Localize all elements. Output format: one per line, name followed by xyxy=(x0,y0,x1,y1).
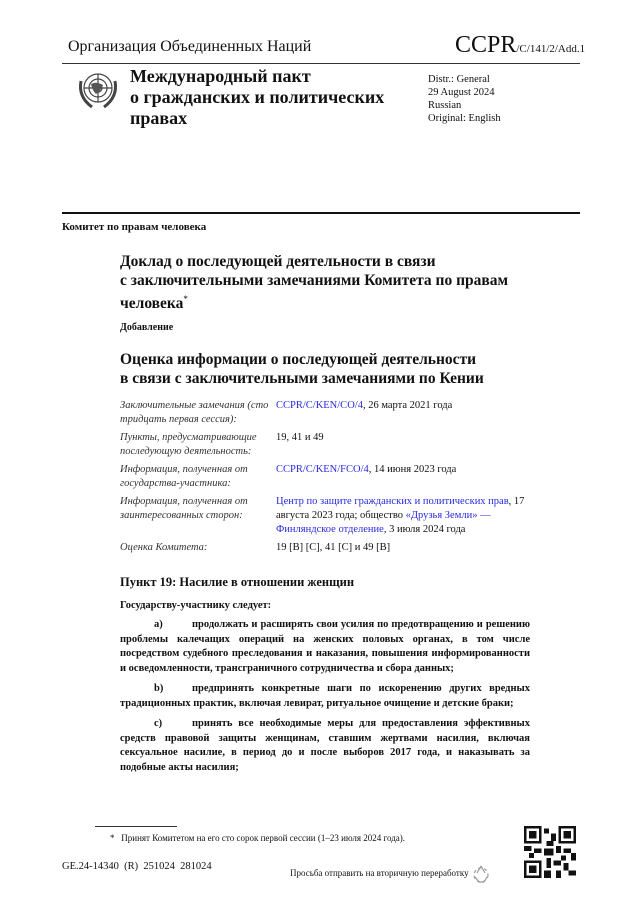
assessment-title-line: Оценка информации о последующей деятельности xyxy=(120,351,477,369)
info-text: , 3 июля 2024 года xyxy=(383,524,466,536)
stakeholder-link[interactable]: «Друзья Земли» — Финляндское отделение xyxy=(276,510,491,536)
info-text: , 26 марта 2021 года xyxy=(362,400,453,412)
recycle-note xyxy=(290,864,491,884)
document-body xyxy=(62,221,580,775)
document-symbol xyxy=(455,32,585,59)
original-language: Original: English xyxy=(428,113,501,124)
info-value: 19 [B] [C], 41 [C] и 49 [B] xyxy=(276,542,391,554)
title-rule xyxy=(62,212,580,214)
info-row-concluding-observations xyxy=(120,399,540,427)
footnote: * Принят Комитетом на его сто сорок первой сессии (1–23 июля 2024 года). xyxy=(110,833,406,843)
report-title-line: с заключительными замечаниями Комитета по правам xyxy=(120,272,509,289)
recycle-text: Просьба отправить на вторичную переработку xyxy=(290,868,469,879)
stakeholder-link[interactable]: Центр по защите гражданских и политических прав xyxy=(276,496,509,508)
paragraph-text: предпринять конкретные шаги по искоренению других вредных традиционных практик, включая левират, ритуальное очищение и детские браки; xyxy=(120,683,530,709)
info-row-paragraphs xyxy=(120,431,540,459)
un-emblem-icon xyxy=(76,67,120,111)
report-title xyxy=(120,252,560,313)
footnote-rule xyxy=(95,826,177,827)
info-value xyxy=(276,495,540,537)
header-rule xyxy=(62,63,580,64)
info-row-stakeholders xyxy=(120,495,540,537)
distribution: Distr.: General xyxy=(428,74,490,85)
title-line: о гражданских и политических xyxy=(130,87,385,107)
info-value xyxy=(276,399,540,427)
info-text: , 17 августа 2023 года; общество xyxy=(276,496,525,522)
qr-code-icon[interactable] xyxy=(524,826,576,878)
committee-name: Комитет по правам человека xyxy=(62,221,207,233)
distribution-info xyxy=(428,73,501,125)
paragraph-letter: b) xyxy=(154,683,164,695)
info-value: 19, 41 и 49 xyxy=(276,432,324,444)
symbol-suffix: /C/141/2/Add.1 xyxy=(516,43,586,55)
info-label: Оценка Комитета: xyxy=(120,542,208,554)
title-line: Международный пакт xyxy=(130,66,311,86)
paragraph-b xyxy=(120,682,530,711)
paragraph-letter: c) xyxy=(154,718,163,730)
paragraph-c xyxy=(120,717,530,775)
report-title-text: человека xyxy=(120,295,184,313)
date: 29 August 2024 xyxy=(428,87,495,98)
info-row-state-party xyxy=(120,463,540,491)
treaty-title xyxy=(130,66,384,129)
language: Russian xyxy=(428,100,462,111)
assessment-title-line: в связи с заключительными замечаниями по Кении xyxy=(120,370,484,388)
report-title-line xyxy=(120,290,560,313)
addendum-label: Добавление xyxy=(120,322,174,334)
info-text: , 14 июня 2023 года xyxy=(368,464,457,476)
document-link[interactable]: CCPR/C/KEN/CO/4 xyxy=(276,400,363,412)
paragraph-letter: a) xyxy=(154,619,163,631)
info-label: Информация, полученная от государства-участника: xyxy=(120,464,248,490)
info-value xyxy=(276,463,540,491)
organization-name: Организация Объединенных Наций xyxy=(68,38,312,55)
info-label: Информация, полученная от заинтересованных сторон: xyxy=(120,496,248,522)
document-link[interactable]: CCPR/C/KEN/FCO/4 xyxy=(276,464,369,476)
info-label: Пункты, предусматривающие последующую деятельность: xyxy=(120,432,257,458)
symbol-main: CCPR xyxy=(455,32,517,58)
recycle-icon xyxy=(471,864,491,884)
document-code: GE.24-14340 (R) 251024 281024 xyxy=(62,861,212,872)
section-heading: Пункт 19: Насилие в отношении женщин xyxy=(120,575,355,590)
paragraph-text: продолжать и расширять свои усилия по предотвращению и решению проблемы калечащих операций на женских половых органах, в том числе посредством судебного преследования и наказания, повышения информированности и осведомленности, трансграничного сотрудничества и сбора данных; xyxy=(120,619,530,674)
lead-text: Государству-участнику следует: xyxy=(120,600,272,612)
report-title-line: Доклад о последующей деятельности в связи xyxy=(120,253,436,270)
assessment-title xyxy=(120,350,560,388)
info-row-assessment xyxy=(120,541,540,555)
paragraph-text: принять все необходимые меры для предоставления эффективных средств правовой защиты женщинам, ставшим жертвами насилия, включая сексуальное насилие, в период до и после выборов 2017 года, и наказывать за подобные акты насилия; xyxy=(120,718,530,773)
title-line: правах xyxy=(130,108,188,128)
info-label: Заключительные замечания (сто тридцать первая сессия): xyxy=(120,400,269,426)
footnote-mark[interactable]: * xyxy=(183,294,188,304)
paragraph-a xyxy=(120,618,530,676)
